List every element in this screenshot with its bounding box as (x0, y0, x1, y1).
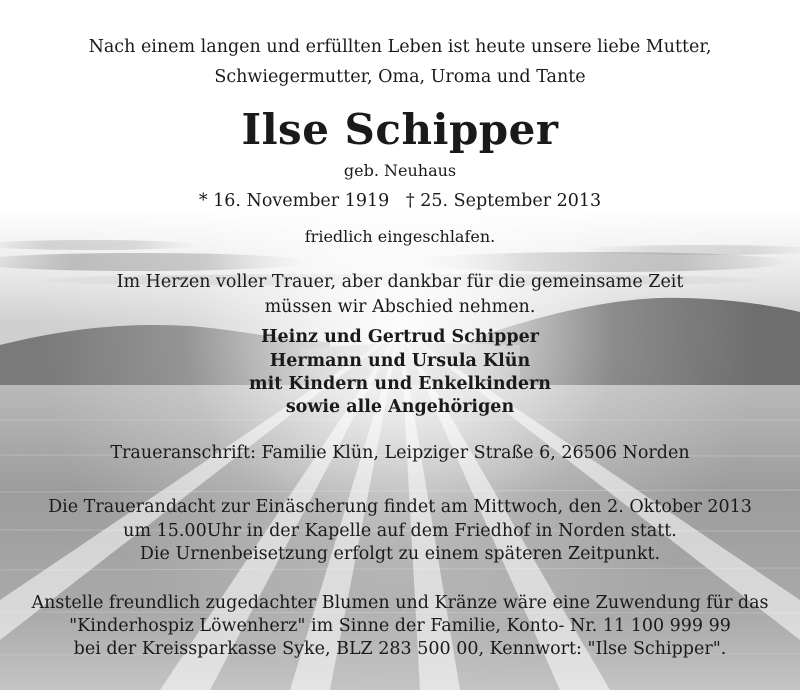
passing-note: friedlich eingeschlafen. (304, 227, 496, 246)
donation-line-1: Anstelle freundlich zugedachter Blumen und Kränze wäre eine Zuwendung für das (31, 593, 769, 613)
mourning-line-2: müssen wir Abschied nehmen. (264, 297, 536, 317)
maiden-name: geb. Neuhaus (343, 161, 457, 180)
deceased-name: Ilse Schipper (241, 105, 559, 154)
intro-line-2: Schwiegermutter, Oma, Uroma und Tante (214, 67, 586, 87)
mourning-line-1: Im Herzen voller Trauer, aber dankbar für die gemeinsame Zeit (116, 272, 684, 292)
mourner-2: Hermann und Ursula Klün (269, 351, 531, 371)
mourner-1: Heinz und Gertrud Schipper (261, 327, 539, 347)
mourner-4: sowie alle Angehörigen (285, 397, 515, 417)
service-line-3: Die Urnenbeisetzung erfolgt zu einem späteren Zeitpunkt. (139, 544, 661, 564)
service-line-1: Die Trauerandacht zur Einäscherung findet am Mittwoch, den 2. Oktober 2013 (48, 497, 752, 517)
donation-line-3: bei der Kreissparkasse Syke, BLZ 283 500 00, Kennwort: "Ilse Schipper". (73, 639, 727, 659)
intro-line-1: Nach einem langen und erfüllten Leben ist heute unsere liebe Mutter, (88, 37, 712, 57)
donation-line-2: "Kinderhospiz Löwenherz" im Sinne der Familie, Konto- Nr. 11 100 999 99 (69, 616, 731, 636)
mourning-address: Traueranschrift: Familie Klün, Leipziger Straße 6, 26506 Norden (110, 443, 690, 463)
life-dates: * 16. November 1919 † 25. September 2013 (198, 191, 602, 211)
service-line-2: um 15.00Uhr in der Kapelle auf dem Friedhof in Norden statt. (123, 521, 677, 541)
mourner-3: mit Kindern und Enkelkindern (249, 374, 551, 394)
